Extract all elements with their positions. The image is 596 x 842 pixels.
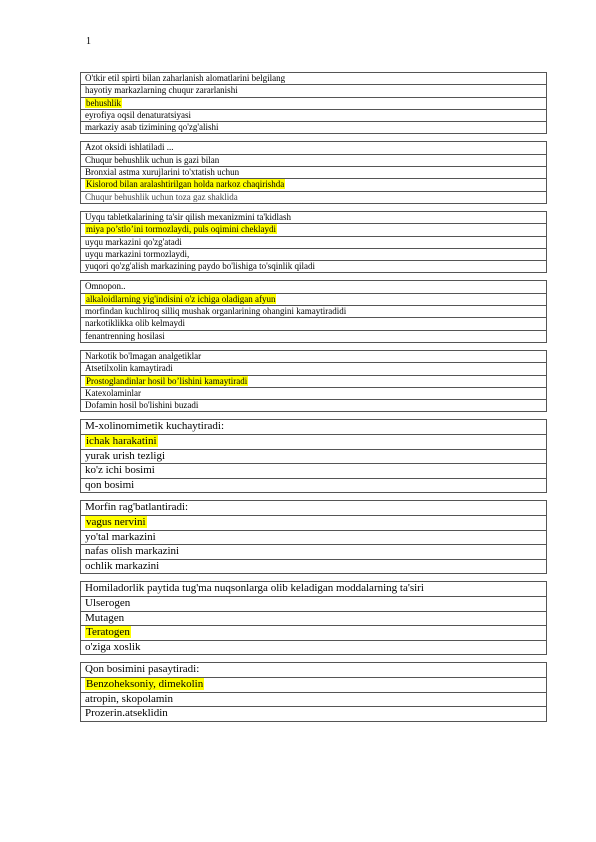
answer-cell	[81, 677, 547, 692]
answer-text: ochlik markazini	[85, 559, 160, 572]
correct-answer-row	[81, 97, 547, 109]
answer-cell	[81, 224, 547, 236]
answer-row	[81, 530, 547, 545]
question-row	[81, 582, 547, 597]
answer-cell	[81, 596, 547, 611]
answer-row	[81, 611, 547, 626]
answer-row	[81, 400, 547, 412]
answer-cell	[81, 109, 547, 121]
answer-row	[81, 191, 547, 203]
question-table	[80, 581, 547, 655]
question-text: Morfin rag'batlantiradi:	[81, 501, 547, 516]
answer-cell	[81, 707, 547, 722]
answer-text: morfindan kuchliroq silliq mushak organlarining ohangini kamaytiradidi	[85, 306, 347, 317]
question-table	[80, 662, 547, 721]
answer-cell	[81, 154, 547, 166]
question-table	[80, 280, 547, 342]
answer-row	[81, 85, 547, 97]
answer-row	[81, 545, 547, 560]
answer-text: hayotiy markazlarning chuqur zararlanishi	[85, 85, 238, 96]
answer-text: yurak urish tezligi	[85, 449, 166, 462]
answer-row	[81, 261, 547, 273]
answer-row	[81, 478, 547, 493]
answer-cell	[81, 97, 547, 109]
answer-cell	[81, 559, 547, 574]
answer-cell	[81, 261, 547, 273]
question-table	[80, 350, 547, 412]
answer-cell	[81, 191, 547, 203]
answer-row	[81, 707, 547, 722]
answer-cell	[81, 293, 547, 305]
highlighted-answer-text: behushlik	[86, 97, 121, 108]
answer-text: qon bosimi	[85, 478, 135, 491]
answer-cell	[81, 545, 547, 560]
answer-cell	[81, 179, 547, 191]
question-table	[80, 211, 547, 273]
answer-text: Chuqur behushlik uchun toza gaz shaklida	[85, 191, 238, 202]
question-text: M-xolinomimetik kuchaytiradi:	[81, 420, 547, 435]
answer-text: o'ziga xoslik	[85, 640, 141, 653]
answer-cell	[81, 330, 547, 342]
question-text: Uyqu tabletkalarining ta'sir qilish mexanizmini ta'kidlash	[81, 211, 547, 223]
answer-text: yuqori qo'zg'alish markazining paydo bo'lishiga to'sqinlik qiladi	[85, 261, 315, 272]
answer-text: Prozerin.atseklidin	[85, 707, 168, 720]
answer-cell	[81, 122, 547, 134]
answer-text: markaziy asab tizimining qo'zg'alishi	[85, 122, 219, 133]
answer-cell	[81, 626, 547, 641]
question-row	[81, 211, 547, 223]
correct-answer-row	[81, 435, 547, 450]
answer-cell	[81, 236, 547, 248]
highlighted-answer-text: alkaloidlarning yig'indisini o'z ichiga oladigan afyun	[86, 293, 276, 304]
answer-cell	[81, 464, 547, 479]
question-row	[81, 350, 547, 362]
answer-row	[81, 449, 547, 464]
correct-answer-row	[81, 179, 547, 191]
answer-cell	[81, 515, 547, 530]
answer-row	[81, 559, 547, 574]
answer-text: narkotiklikka olib kelmaydi	[85, 318, 185, 329]
answer-cell	[81, 387, 547, 399]
answer-row	[81, 640, 547, 655]
answer-row	[81, 692, 547, 707]
answer-text: Dofamin hosil bo'lishini buzadi	[85, 400, 199, 411]
answer-row	[81, 248, 547, 260]
question-text: Omnopon..	[81, 281, 547, 293]
answer-text: Atsetilxolin kamaytiradi	[85, 363, 173, 374]
answer-text: uyqu markazini qo'zg'atadi	[85, 236, 182, 247]
answer-row	[81, 236, 547, 248]
correct-answer-row	[81, 224, 547, 236]
answer-text: fenantrenning hosilasi	[85, 330, 165, 341]
question-list	[80, 72, 547, 729]
question-text: Azot oksidi ishlatiladi ...	[81, 142, 547, 154]
correct-answer-row	[81, 293, 547, 305]
question-row	[81, 142, 547, 154]
answer-row	[81, 363, 547, 375]
highlighted-answer-text: Teratogen	[86, 626, 130, 639]
answer-cell	[81, 248, 547, 260]
answer-cell	[81, 449, 547, 464]
highlighted-answer-text: Kislorod bilan aralashtirilgan holda narkoz chaqirishda	[86, 179, 285, 190]
answer-row	[81, 387, 547, 399]
answer-text: Ulserogen	[85, 596, 131, 609]
question-text: Homiladorlik paytida tug'ma nuqsonlarga olib keladigan moddalarning ta'siri	[81, 582, 547, 597]
question-table	[80, 72, 547, 134]
correct-answer-row	[81, 515, 547, 530]
highlighted-answer-text: Prostoglandinlar hosil bo’lishini kamaytiradi	[86, 375, 248, 386]
correct-answer-row	[81, 626, 547, 641]
question-text: Narkotik bo'lmagan analgetiklar	[81, 350, 547, 362]
answer-text: atropin, skopolamin	[85, 692, 173, 705]
highlighted-answer-text: vagus nervini	[86, 515, 146, 528]
answer-row	[81, 596, 547, 611]
answer-cell	[81, 318, 547, 330]
answer-text: Bronxial astma xurujlarini to'xtatish uchun	[85, 167, 240, 178]
answer-row	[81, 318, 547, 330]
question-text: Qon bosimini pasaytiradi:	[81, 663, 547, 678]
answer-text: Chuqur behushlik uchun is gazi bilan	[85, 154, 220, 165]
question-table	[80, 141, 547, 203]
answer-text: Mutagen	[85, 611, 125, 624]
answer-cell	[81, 167, 547, 179]
question-text: O'tkir etil spirti bilan zaharlanish alomatlarini belgilang	[81, 73, 547, 85]
answer-text: ko'z ichi bosimi	[85, 464, 155, 477]
answer-row	[81, 154, 547, 166]
answer-cell	[81, 306, 547, 318]
question-row	[81, 73, 547, 85]
answer-text: eyrofiya oqsil denaturatsiyasi	[85, 109, 191, 120]
answer-text: nafas olish markazini	[85, 545, 180, 558]
answer-row	[81, 167, 547, 179]
answer-cell	[81, 478, 547, 493]
question-row	[81, 281, 547, 293]
answer-cell	[81, 363, 547, 375]
answer-text: uyqu markazini tormozlaydi,	[85, 248, 190, 259]
answer-cell	[81, 530, 547, 545]
question-table	[80, 419, 547, 493]
answer-row	[81, 109, 547, 121]
question-row	[81, 663, 547, 678]
answer-row	[81, 464, 547, 479]
answer-cell	[81, 85, 547, 97]
answer-cell	[81, 375, 547, 387]
answer-text: yo'tal markazini	[85, 530, 156, 543]
highlighted-answer-text: ichak harakatini	[86, 435, 157, 448]
highlighted-answer-text: miya po’stlo’ini tormozlaydi, puls oqimini cheklaydi	[86, 224, 276, 235]
correct-answer-row	[81, 677, 547, 692]
answer-text: Katexolaminlar	[85, 387, 141, 398]
question-row	[81, 501, 547, 516]
answer-row	[81, 330, 547, 342]
correct-answer-row	[81, 375, 547, 387]
answer-cell	[81, 692, 547, 707]
answer-row	[81, 306, 547, 318]
question-table	[80, 500, 547, 574]
highlighted-answer-text: Benzoheksoniy, dimekolin	[86, 677, 204, 690]
page-number: 1	[86, 36, 91, 47]
answer-cell	[81, 400, 547, 412]
answer-cell	[81, 611, 547, 626]
answer-cell	[81, 435, 547, 450]
answer-cell	[81, 640, 547, 655]
question-row	[81, 420, 547, 435]
answer-row	[81, 122, 547, 134]
